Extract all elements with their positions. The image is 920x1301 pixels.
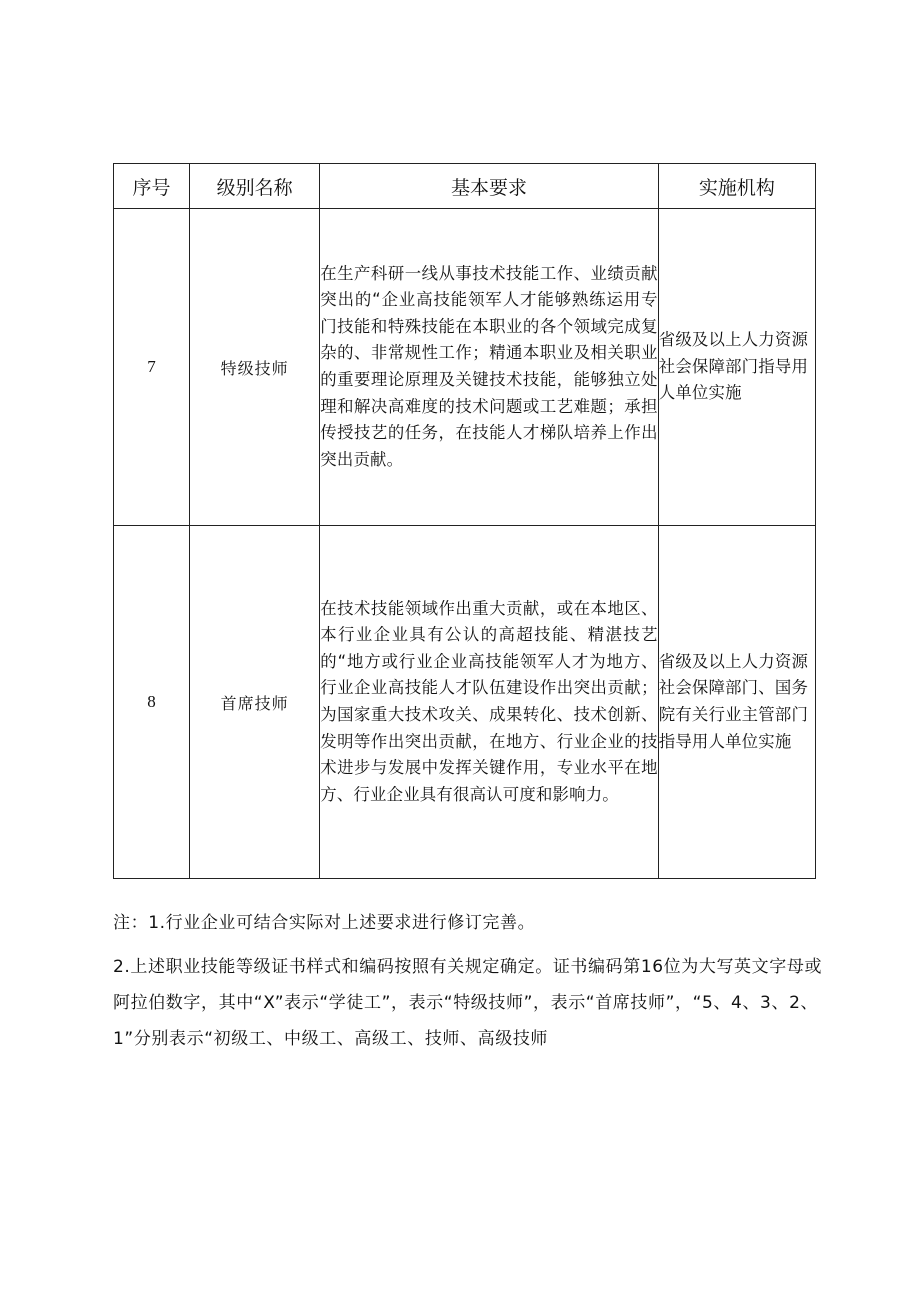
skill-level-table [113,163,816,879]
header-requirement: 基本要求 [320,164,658,209]
header-no: 序号 [114,164,190,209]
row-requirement: 在生产科研一线从事技术技能工作、业绩贡献突出的“企业高技能领军人才能够熟练运用专门技能和特殊技能在本职业的各个领域完成复杂的、非常规性工作；精通本职业及相关职业的重要理论原理及关键技术技能，能够独立处理和解决高难度的技术问题或工艺难题；承担传授技艺的任务，在技能人才梯队培养上作出突出贡献。 [320,209,658,526]
table-row [114,526,816,879]
row-level-name: 首席技师 [190,526,320,879]
row-requirement: 在技术技能领域作出重大贡献，或在本地区、本行业企业具有公认的高超技能、精湛技艺的“地方或行业企业高技能领军人才为地方、行业企业高技能人才队伍建设作出突出贡献；为国家重大技术攻关、成果转化、技术创新、发明等作出突出贡献，在地方、行业企业的技术进步与发展中发挥关键作用，专业水平在地方、行业企业具有很高认可度和影响力。 [320,526,658,879]
header-organization: 实施机构 [658,164,815,209]
row-organization: 省级及以上人力资源社会保障部门、国务院有关行业主管部门指导用人单位实施 [658,526,815,879]
row-organization: 省级及以上人力资源社会保障部门指导用人单位实施 [658,209,815,526]
row-no: 7 [114,209,190,526]
note-2: 2.上述职业技能等级证书样式和编码按照有关规定确定。证书编码第16位为大写英文字母或阿拉伯数字，其中“X”表示“学徒工”，表示“特级技师”，表示“首席技师”，“5、4、3、2、1”分别表示“初级工、中级工、高级工、技师、高级技师 [113,957,823,1049]
row-no: 8 [114,526,190,879]
notes-section [113,905,823,1057]
table-row [114,209,816,526]
table-header-row [114,164,816,209]
header-level: 级别名称 [190,164,320,209]
row-level-name: 特级技师 [190,209,320,526]
note-1: 注：1.行业企业可结合实际对上述要求进行修订完善。 [113,913,536,933]
